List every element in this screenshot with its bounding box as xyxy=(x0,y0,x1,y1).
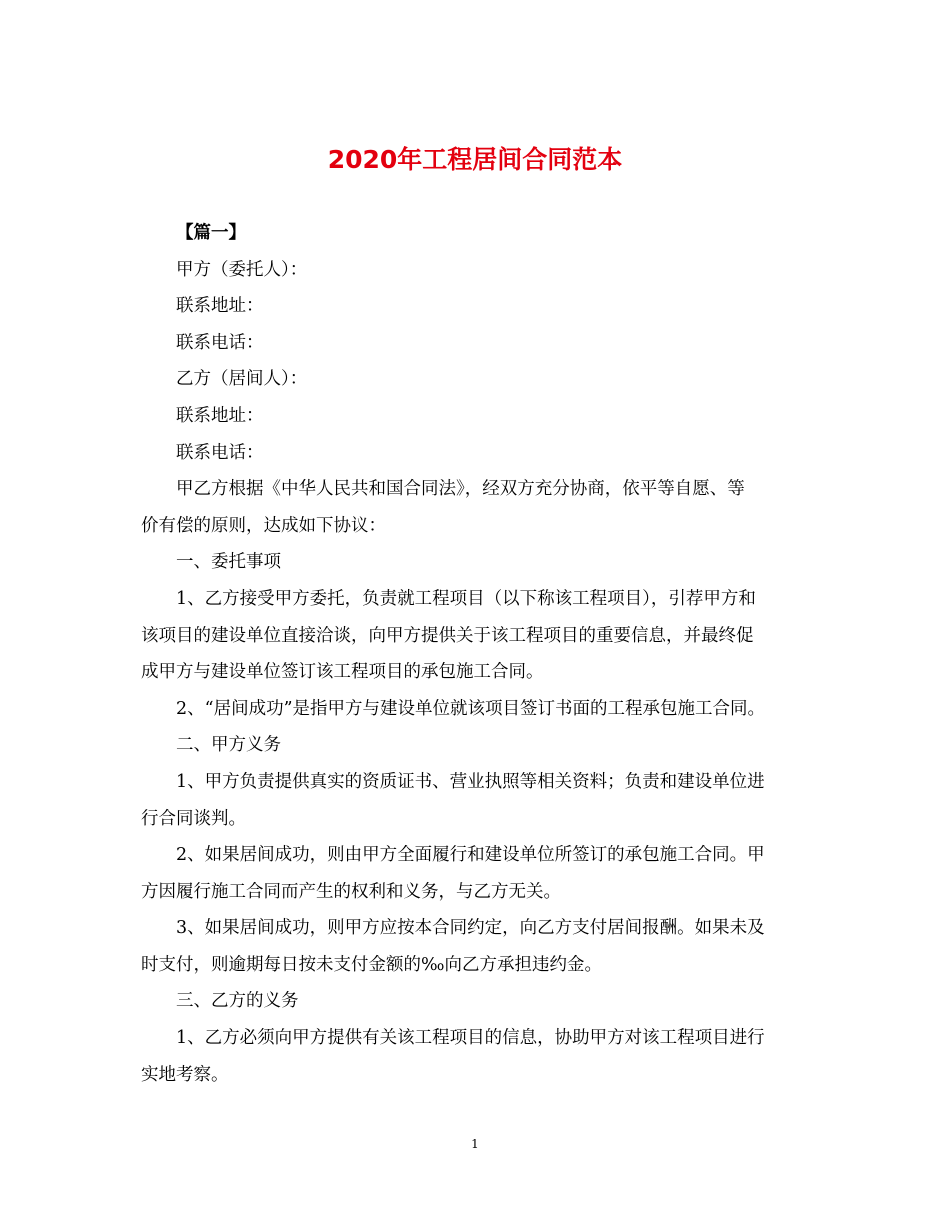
paragraph-line: 该项目的建设单位直接洽谈，向甲方提供关于该工程项目的重要信息，并最终促 xyxy=(141,625,754,646)
paragraph-line: 价有偿的原则，达成如下协议： xyxy=(141,515,386,536)
section-label: 【篇一】 xyxy=(176,223,246,243)
document-title: 2020年工程居间合同范本 xyxy=(327,145,623,174)
paragraph-line: 2、“居间成功”是指甲方与建设单位就该项目签订书面的工程承包施工合同。 xyxy=(176,698,766,719)
paragraph-line: 方因履行施工合同而产生的权利和义务，与乙方无关。 xyxy=(141,881,561,902)
paragraph-line: 时支付，则逾期每日按未支付金额的‰向乙方承担违约金。 xyxy=(141,954,602,975)
paragraph-line: 实地考察。 xyxy=(141,1064,229,1085)
party-a-phone: 联系电话： xyxy=(176,332,264,353)
party-b-phone: 联系电话： xyxy=(176,442,264,463)
party-b-label: 乙方（居间人）： xyxy=(176,369,308,390)
paragraph-line: 1、乙方接受甲方委托，负责就工程项目（以下称该工程项目），引荐甲方和 xyxy=(176,588,756,609)
page-number: 1 xyxy=(471,1137,479,1151)
section-heading: 二、甲方义务 xyxy=(176,735,281,756)
section-heading: 三、乙方的义务 xyxy=(176,991,299,1012)
paragraph-line: 1、甲方负责提供真实的资质证书、营业执照等相关资料；负责和建设单位进 xyxy=(176,771,765,792)
party-b-address: 联系地址： xyxy=(176,405,264,426)
paragraph-line: 1、乙方必须向甲方提供有关该工程项目的信息，协助甲方对该工程项目进行 xyxy=(176,1028,765,1049)
paragraph-line: 成甲方与建设单位签订该工程项目的承包施工合同。 xyxy=(141,662,544,683)
party-a-address: 联系地址： xyxy=(176,296,264,317)
party-a-label: 甲方（委托人）： xyxy=(176,259,308,280)
paragraph-line: 2、如果居间成功，则由甲方全面履行和建设单位所签订的承包施工合同。甲 xyxy=(176,845,765,866)
paragraph-line: 甲乙方根据《中华人民共和国合同法》，经双方充分协商，依平等自愿、等 xyxy=(176,479,745,500)
paragraph-line: 行合同谈判。 xyxy=(141,808,246,829)
section-heading: 一、委托事项 xyxy=(176,552,281,573)
paragraph-line: 3、如果居间成功，则甲方应按本合同约定，向乙方支付居间报酬。如果未及 xyxy=(176,918,765,939)
document-body xyxy=(141,215,809,1093)
